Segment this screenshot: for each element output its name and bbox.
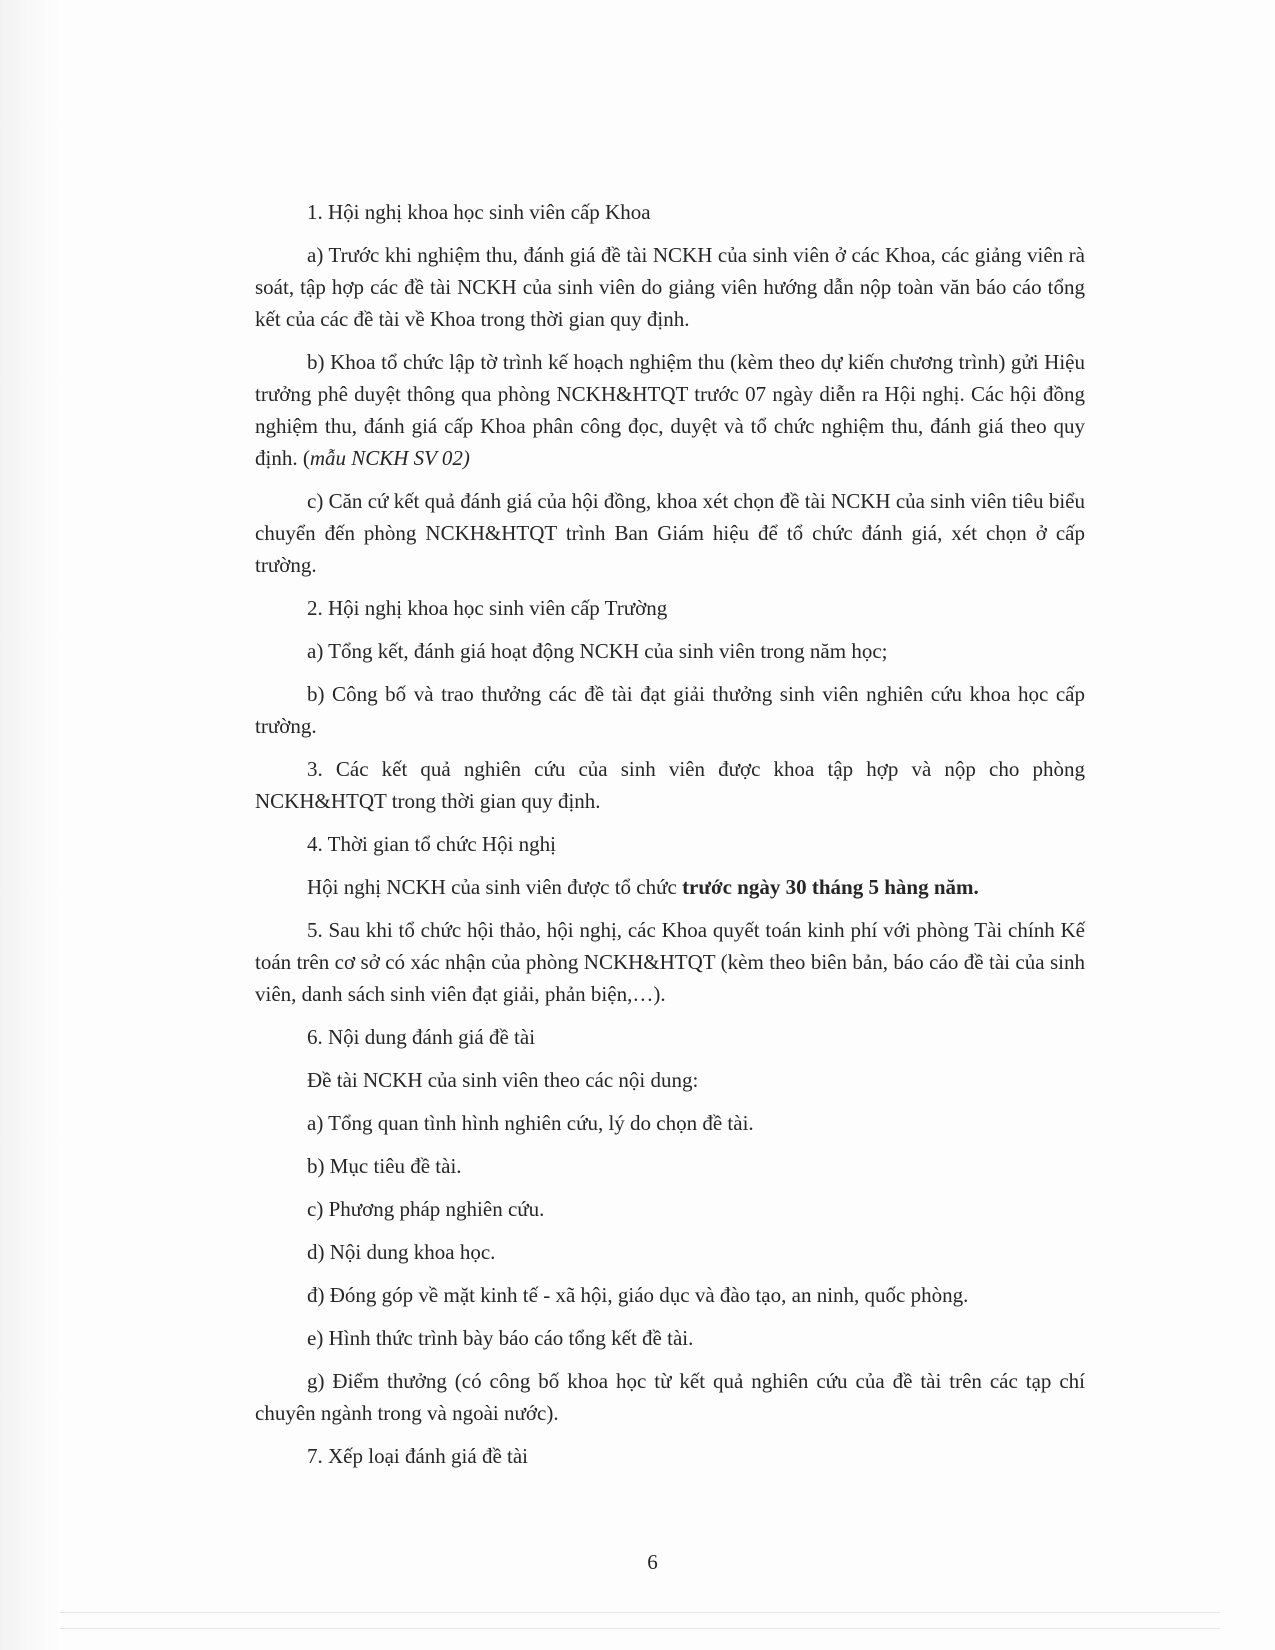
deadline-bold: trước ngày 30 tháng 5 hàng năm xyxy=(682,875,974,899)
section-heading-2: 2. Hội nghị khoa học sinh viên cấp Trường xyxy=(307,596,668,620)
paragraph-6-intro: Đề tài NCKH của sinh viên theo các nội dung: xyxy=(307,1068,699,1092)
section-heading-1: 1. Hội nghị khoa học sinh viên cấp Khoa xyxy=(307,200,651,224)
section-heading-4: 4. Thời gian tổ chức Hội nghị xyxy=(307,832,556,856)
section-heading-7: 7. Xếp loại đánh giá đề tài xyxy=(307,1444,529,1468)
paragraph-1c: c) Căn cứ kết quả đánh giá của hội đồng, khoa xét chọn đề tài NCKH của sinh viên tiêu biểu chuyển đến phòng NCKH&HTQT trình Ban Giám hiệu để tổ chức đánh giá, xét chọn ở cấp trường. xyxy=(255,489,1085,577)
scan-shadow xyxy=(0,0,60,1650)
paragraph-6b: b) Mục tiêu đề tài. xyxy=(307,1154,462,1178)
paragraph-6a: a) Tổng quan tình hình nghiên cứu, lý do chọn đề tài. xyxy=(307,1111,754,1135)
scan-artifact-line xyxy=(60,1612,1220,1613)
paragraph-6dd: đ) Đóng góp về mặt kinh tế - xã hội, giáo dục và đào tạo, an ninh, quốc phòng. xyxy=(307,1283,969,1307)
paragraph-4-text: Hội nghị NCKH của sinh viên được tổ chức xyxy=(307,875,683,899)
scan-artifact-line xyxy=(60,1628,1220,1629)
paragraph-1a: a) Trước khi nghiệm thu, đánh giá đề tài NCKH của sinh viên ở các Khoa, các giảng viên rà soát, tập hợp các đề tài NCKH của sinh viên do giảng viên hướng dẫn nộp toàn văn báo cáo tổng kết của các đề tài về Khoa trong thời gian quy định. xyxy=(255,243,1085,331)
deadline-period: . xyxy=(973,875,979,899)
paragraph-6d: d) Nội dung khoa học. xyxy=(307,1240,496,1264)
page-number: 6 xyxy=(647,1550,658,1574)
paragraph-1b-text: b) Khoa tổ chức lập tờ trình kế hoạch nghiệm thu (kèm theo dự kiến chương trình) gửi Hiệu trưởng phê duyệt thông qua phòng NCKH&HTQT trước 07 ngày diễn ra Hội nghị. Các hội đồng nghiệm thu, đánh giá cấp Khoa phân công đọc, duyệt và tổ chức nghiệm thu, đánh giá theo quy định. ( xyxy=(255,350,1085,470)
paragraph-6e: e) Hình thức trình bày báo cáo tổng kết đề tài. xyxy=(307,1326,694,1350)
paragraph-2a: a) Tổng kết, đánh giá hoạt động NCKH của sinh viên trong năm học; xyxy=(307,639,888,663)
paragraph-2b: b) Công bố và trao thưởng các đề tài đạt giải thưởng sinh viên nghiên cứu khoa học cấp trường. xyxy=(255,682,1085,738)
document-body xyxy=(255,196,1085,1483)
section-5: 5. Sau khi tổ chức hội thảo, hội nghị, các Khoa quyết toán kinh phí với phòng Tài chính Kế toán trên cơ sở có xác nhận của phòng NCKH&HTQT (kèm theo biên bản, báo cáo đề tài của sinh viên, danh sách sinh viên đạt giải, phản biện,…). xyxy=(255,918,1085,1006)
paragraph-4-body xyxy=(255,871,1085,903)
section-3: 3. Các kết quả nghiên cứu của sinh viên được khoa tập hợp và nộp cho phòng NCKH&HTQT trong thời gian quy định. xyxy=(255,757,1085,813)
paragraph-6g: g) Điểm thưởng (có công bố khoa học từ kết quả nghiên cứu của đề tài trên các tạp chí chuyên ngành trong và ngoài nước). xyxy=(255,1369,1085,1425)
paragraph-6c: c) Phương pháp nghiên cứu. xyxy=(307,1197,545,1221)
paragraph-1b xyxy=(255,346,1085,474)
section-heading-6: 6. Nội dung đánh giá đề tài xyxy=(307,1025,536,1049)
form-reference: mẫu NCKH SV 02) xyxy=(309,446,470,470)
